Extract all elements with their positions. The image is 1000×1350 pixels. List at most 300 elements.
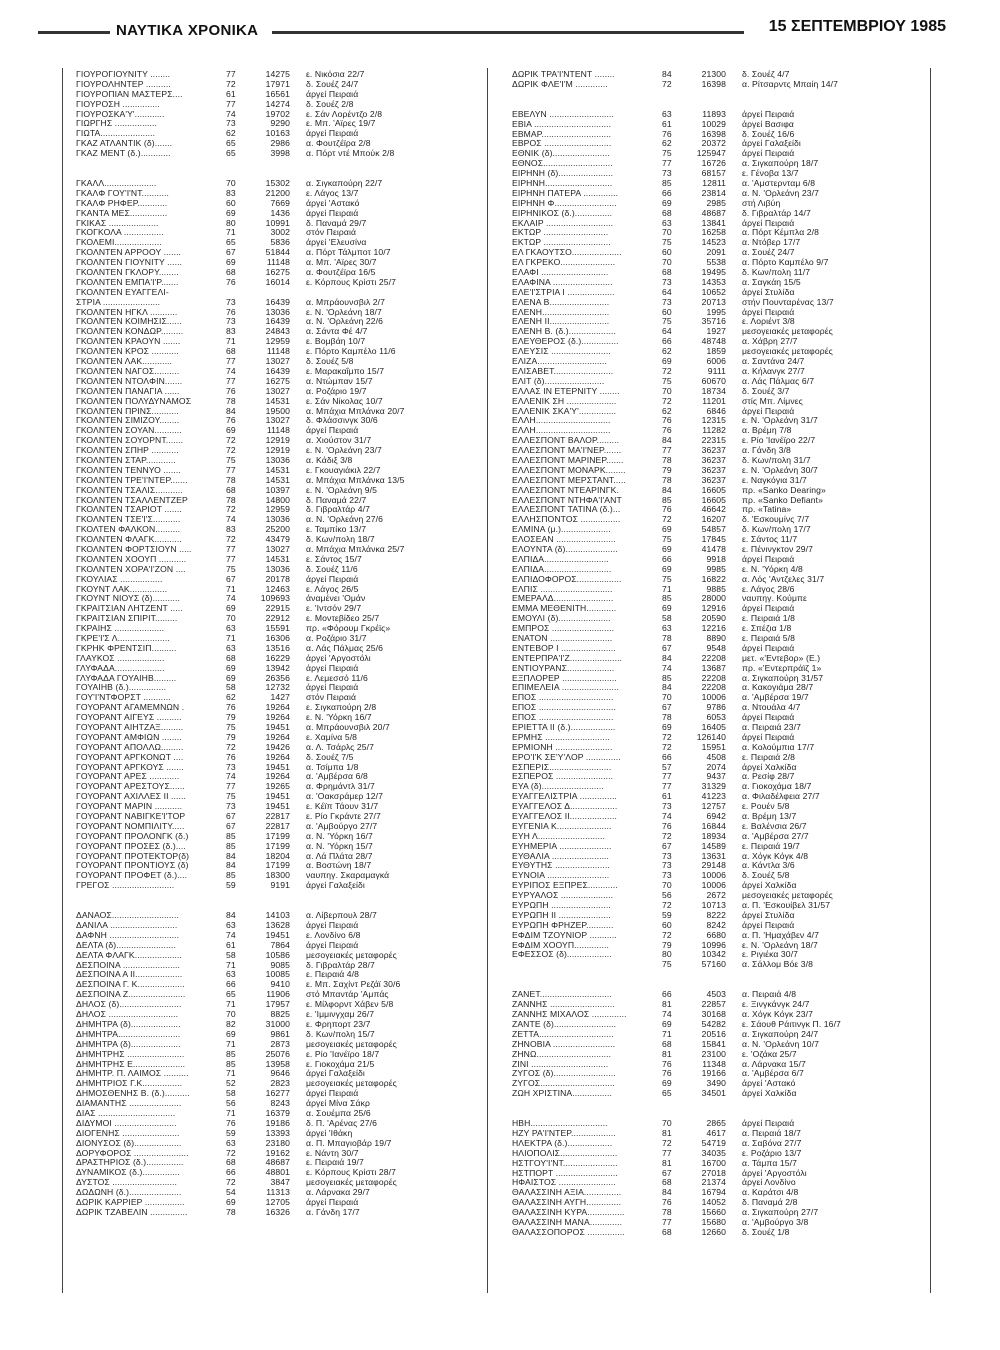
position-status: άργεί Γαλαξείδι bbox=[306, 1068, 365, 1079]
ship-name: ΓΚΑΖ ΑΤΛΑΝΤΙΚ (δ)....... bbox=[76, 138, 173, 149]
position-status: α. Ν. 'Ορλεάνη 22/6 bbox=[306, 316, 383, 327]
position-status: ε. 'Οζάκα 25/7 bbox=[742, 1048, 797, 1059]
position-status: άργεί Πειραιά bbox=[742, 603, 795, 614]
tonnage: 9861 bbox=[270, 1028, 290, 1039]
ship-name: ΕΛΟΣΕΑΝ ........................ bbox=[512, 534, 616, 545]
tonnage: 19451 bbox=[265, 929, 290, 940]
tonnage: 19426 bbox=[265, 741, 290, 752]
position-status: άργεί Πειραιά bbox=[742, 731, 795, 742]
position-status: ε. Ν. 'Ορλεάνη 23/7 bbox=[306, 445, 382, 456]
build-year: 72 bbox=[226, 78, 236, 89]
ship-entry bbox=[512, 80, 912, 90]
ship-name: ΔΡΑΣΤΗΡΙΟΣ (δ.)............... bbox=[76, 1157, 184, 1168]
build-year: 68 bbox=[662, 207, 672, 218]
tonnage: 12919 bbox=[265, 445, 290, 456]
ship-entry bbox=[512, 1089, 912, 1099]
position-status: πρ. «Sanko Defiant» bbox=[742, 494, 824, 505]
ship-name: ΔΥΣΤΟΣ .......................... bbox=[76, 1177, 178, 1188]
ship-name: ΕΙΡΗΝΗ (δ)...................... bbox=[512, 168, 614, 179]
tonnage: 22912 bbox=[265, 613, 290, 624]
ship-name: ΓΚΟΛΝΤΕΝ ΤΣΑΛΙΣ........... bbox=[76, 484, 183, 495]
ship-name: ΖΥΓΟΣ (δ)......................... bbox=[512, 1068, 616, 1079]
build-year: 60 bbox=[662, 306, 672, 317]
tonnage: 16405 bbox=[701, 722, 726, 732]
tonnage: 36237 bbox=[701, 474, 726, 485]
position-status: ε. Σάν Λορέντζο 2/8 bbox=[306, 108, 383, 119]
tonnage: 14589 bbox=[701, 840, 726, 851]
ship-name: ΓΚΟΛΝΤΕΝ ΣΠΗΡ ........... bbox=[76, 445, 179, 456]
ship-name: ΕΥΡΩΠΗ ΙΙ ..................... bbox=[512, 909, 611, 920]
ship-name: ΔΙΟΝΥΣΟΣ (δ)................... bbox=[76, 1137, 182, 1148]
position-status: α. Φουτζέϊρα 2/8 bbox=[306, 138, 371, 149]
build-year: 63 bbox=[662, 108, 672, 119]
position-status: α. Ντόβερ 17/7 bbox=[742, 237, 801, 248]
position-status: άργεί Πειραιά bbox=[306, 128, 359, 139]
build-year: 64 bbox=[662, 286, 672, 297]
ship-name: ΔΙΔΥΜΟΙ ......................... bbox=[76, 1117, 177, 1128]
position-status: ε. Νικόσια 22/7 bbox=[306, 69, 365, 79]
position-status: α. Σουέμπα 25/6 bbox=[306, 1107, 371, 1118]
build-year: 81 bbox=[662, 1157, 672, 1168]
build-year: 73 bbox=[226, 761, 236, 772]
position-status: α. Γάνδη 3/8 bbox=[742, 445, 791, 456]
ship-name: ΖΙΝΙ ............................... bbox=[512, 1058, 609, 1069]
ship-name: ΗΛΕΚΤΡΑ (δ.).................. bbox=[512, 1137, 613, 1148]
ship-name: ΓΚΟΛΝΤΕΝ ΓΙΟΥΝΙΤΥ ...... bbox=[76, 257, 183, 268]
tonnage: 21300 bbox=[701, 69, 726, 79]
build-year: 79 bbox=[662, 939, 672, 950]
ship-name: ΕΙΡΗΝΗ........................... bbox=[512, 178, 613, 189]
ship-name: ΕΒΕΛΥΝ .......................... bbox=[512, 108, 615, 119]
tonnage: 16306 bbox=[265, 632, 290, 643]
ship-name: ΕΛΠΙΔΑ.......................... bbox=[512, 553, 609, 564]
tonnage: 13631 bbox=[701, 850, 726, 861]
tonnage: 19186 bbox=[265, 1117, 290, 1128]
position-status: πρ. «Sanko Dearing» bbox=[742, 484, 826, 495]
position-status: άργεί Χαλκίδα bbox=[742, 761, 797, 772]
position-status: ε. Βαλένσια 26/7 bbox=[742, 820, 807, 831]
tonnage: 8242 bbox=[706, 919, 726, 930]
tonnage: 1859 bbox=[706, 346, 726, 357]
position-status: δ. Κων/πολη 15/7 bbox=[306, 1028, 375, 1039]
position-status: α. Ν. 'Υόρκη 15/7 bbox=[306, 840, 373, 851]
tonnage: 15841 bbox=[701, 1038, 726, 1049]
tonnage: 16844 bbox=[701, 820, 726, 831]
tonnage: 16605 bbox=[701, 484, 726, 495]
tonnage: 9985 bbox=[706, 563, 726, 574]
position-status: άργεί Πειραιά bbox=[306, 1088, 359, 1099]
position-status: δ. Κων/πολη 11/7 bbox=[742, 267, 811, 278]
ship-name: ΕΛΠΙΔΟΦΟΡΟΣ.................. bbox=[512, 573, 622, 584]
tonnage: 22208 bbox=[701, 672, 726, 683]
ship-name: ΓΚΟΛΝΤΕΝ ΓΚΛΟΡΥ........ bbox=[76, 267, 179, 278]
tonnage: 20590 bbox=[701, 613, 726, 624]
ship-name: ΘΑΛΑΣΣΙΝΗ ΑΥΓΗ.............. bbox=[512, 1197, 622, 1208]
build-year: 77 bbox=[662, 158, 672, 169]
build-year: 80 bbox=[662, 949, 672, 960]
ship-entry bbox=[76, 1208, 476, 1218]
tonnage: 16794 bbox=[701, 1187, 726, 1198]
build-year: 72 bbox=[662, 1137, 672, 1148]
ship-name: ΓΚΟΛΝΤΕΝ ΠΑΝΑΓΙΑ ...... bbox=[76, 385, 180, 396]
build-year: 73 bbox=[226, 118, 236, 129]
tonnage: 9885 bbox=[706, 583, 726, 594]
ship-name: ΓΚΡΑΙΤΣΙΑΝ ΛΗΤΖΕΝΤ ..... bbox=[76, 603, 183, 614]
tonnage: 11148 bbox=[266, 425, 290, 436]
build-year: 68 bbox=[662, 1038, 672, 1049]
tonnage: 10652 bbox=[701, 286, 726, 297]
build-year: 75 bbox=[226, 722, 236, 732]
ship-section bbox=[76, 911, 476, 1218]
tonnage: 14103 bbox=[265, 910, 290, 921]
ship-section bbox=[76, 179, 476, 891]
ship-name: ΓΚΟΛΝΤΕΝ ΣΟΥΑΝ........... bbox=[76, 425, 182, 436]
position-status: ε. Σάουθ Ράιτινγκ Π. 16/7 bbox=[742, 1018, 841, 1029]
build-year: 74 bbox=[226, 514, 236, 525]
tonnage: 17199 bbox=[265, 830, 290, 841]
tonnage: 16275 bbox=[265, 375, 290, 386]
ship-name: ΕΥΗΜΕΡΙΑ ..................... bbox=[512, 840, 612, 851]
tonnage: 3002 bbox=[270, 227, 290, 238]
tonnage: 17971 bbox=[265, 78, 290, 89]
position-status: α. Φρημάντλ 31/7 bbox=[306, 781, 375, 792]
tonnage: 16561 bbox=[265, 88, 290, 99]
ship-name: ΕΒΜΑΡ............................ bbox=[512, 128, 612, 139]
build-year: 57 bbox=[662, 761, 672, 772]
tonnage: 9786 bbox=[706, 702, 726, 713]
ship-name: ΕΥΑΓΓΕΛΟΣ Δ................... bbox=[512, 801, 618, 812]
build-year: 69 bbox=[226, 1196, 236, 1207]
build-year: 72 bbox=[662, 741, 672, 752]
tonnage: 14531 bbox=[265, 395, 290, 406]
ship-name: ΖΥΓΟΣ.............................. bbox=[512, 1078, 615, 1089]
build-year: 63 bbox=[226, 642, 236, 653]
build-year: 71 bbox=[226, 1038, 236, 1049]
position-status: στή Λιβύη bbox=[742, 197, 781, 208]
build-year: 60 bbox=[226, 197, 236, 208]
build-year: 77 bbox=[662, 771, 672, 782]
ship-name: ΕΥΡΥΑΛΟΣ ..................... bbox=[512, 890, 614, 901]
tonnage: 19162 bbox=[265, 1147, 290, 1158]
tonnage: 16439 bbox=[265, 296, 290, 307]
tonnage: 2074 bbox=[706, 761, 726, 772]
ship-name: ΓΙΟΥΡΟΛΗΝΤΕΡ .......... bbox=[76, 78, 171, 89]
tonnage: 13958 bbox=[265, 1058, 290, 1069]
tonnage: 13841 bbox=[701, 217, 726, 228]
tonnage: 48687 bbox=[265, 1157, 290, 1168]
build-year: 72 bbox=[662, 514, 672, 525]
build-year: 70 bbox=[662, 1118, 672, 1129]
tonnage: 3847 bbox=[270, 1177, 290, 1188]
position-status: δ. Σουέζ 5/8 bbox=[742, 870, 790, 881]
position-status: α. Λός 'Αντζελες 31/7 bbox=[742, 573, 825, 584]
ship-name: ΕΘΝΟΣ............................ bbox=[512, 158, 613, 169]
tonnage: 22817 bbox=[265, 820, 290, 831]
ship-name: ΕΝΤΕΒΟΡ I ...................... bbox=[512, 642, 616, 653]
position-status: α. 'Οακσράμερ 12/7 bbox=[306, 791, 383, 802]
ship-name: ΕΘΝΙΚ (δ)....................... bbox=[512, 148, 610, 159]
position-status: α. Π. 'Ημαχάβεν 4/7 bbox=[742, 929, 820, 940]
tonnage: 20178 bbox=[265, 573, 290, 584]
build-year: 61 bbox=[226, 88, 236, 99]
position-status: δ. Σουέζ 4/7 bbox=[742, 69, 790, 79]
position-status: άργεί Πειραιά bbox=[306, 1196, 359, 1207]
ship-name: ΔΗΜΗΤΡΑ......................... bbox=[76, 1028, 181, 1039]
ship-name: ΕΛΛΕΣΠΟΝΤ ΝΤΗΦΑ'Ι'ΑΝΤ bbox=[512, 494, 622, 505]
ship-name: ΓΚΟΛΝΤΕΝ ΣΤΑΡ............ bbox=[76, 454, 176, 465]
build-year: 66 bbox=[662, 187, 672, 198]
build-year: 81 bbox=[662, 999, 672, 1010]
tonnage: 16726 bbox=[701, 158, 726, 169]
ship-name: ΕΛ ΓΚΡΕΚΟ...................... bbox=[512, 257, 616, 268]
ship-name: ΔΗΜΟΣΘΕΝΗΣ Β. (δ.).......... bbox=[76, 1088, 190, 1099]
build-year: 56 bbox=[226, 1098, 236, 1109]
header-rule-left bbox=[38, 31, 110, 34]
position-status: άργεί Λονδίνο bbox=[742, 1177, 796, 1188]
position-status: στό Μπαντάρ 'Αμπάς bbox=[306, 989, 389, 1000]
position-status: α. Γιοκοχάμα 18/7 bbox=[742, 781, 812, 792]
position-status: άργεί Πειραιά bbox=[742, 217, 795, 228]
build-year: 76 bbox=[226, 751, 236, 762]
build-year: 78 bbox=[226, 474, 236, 485]
position-status: ε. Πειραιά 1/8 bbox=[742, 613, 796, 624]
ship-name: ΕΙΡΗΝΗ Φ......................... bbox=[512, 197, 617, 208]
ship-name: ΓΟΥΑΙΗΒ (δ.)............... bbox=[76, 682, 167, 693]
ship-name: ΕΦΔΙΜ ΤΖΟΥΝΙΟΡ ........... bbox=[512, 929, 617, 940]
tonnage: 20516 bbox=[701, 1028, 726, 1039]
position-status: μεσογειακές μεταφορές bbox=[306, 1177, 397, 1188]
position-status: ε. Λάγος 28/6 bbox=[742, 583, 795, 594]
position-status: ε. Λεμεσσό 11/6 bbox=[306, 672, 368, 683]
build-year: 69 bbox=[226, 662, 236, 673]
ship-name: ΓΚΟΛΝΤΕΝ ΣΟΥΟΡΝΤ....... bbox=[76, 435, 184, 446]
ship-name: ΔΑΝΙΛΑ ........................... bbox=[76, 920, 178, 931]
position-status: άργεί 'Ιθάκη bbox=[306, 1127, 353, 1138]
position-status: α. Σαντάνα 24/7 bbox=[742, 356, 805, 367]
position-status: ναυπηγ. Κούμπε bbox=[742, 593, 807, 604]
tonnage: 27018 bbox=[701, 1167, 726, 1178]
build-year: 85 bbox=[226, 830, 236, 841]
build-year: 62 bbox=[662, 138, 672, 149]
position-status: ε. Ξινγκάνγκ 24/7 bbox=[742, 999, 810, 1010]
tonnage: 13036 bbox=[265, 563, 290, 574]
position-status: α. Μπράουνσβιλ 20/7 bbox=[306, 722, 390, 732]
build-year: 69 bbox=[226, 257, 236, 268]
tonnage: 19264 bbox=[265, 712, 290, 723]
build-year: 81 bbox=[662, 1127, 672, 1138]
ship-name: ΔΩΡΙΚ ΚΑΡΡΙΕΡ ................ bbox=[76, 1196, 185, 1207]
build-year: 84 bbox=[662, 69, 672, 79]
tonnage: 13687 bbox=[701, 662, 726, 673]
tonnage: 2985 bbox=[706, 197, 726, 208]
position-status: ε. Γιοκοχάμα 21/5 bbox=[306, 1058, 375, 1069]
tonnage: 15660 bbox=[701, 1207, 726, 1218]
position-status: άργεί Πειραιά bbox=[306, 920, 359, 931]
ship-name: ΕΛΛΕΣΠΟΝΤ ΜΑΡΙΝΕΡ....... bbox=[512, 454, 624, 465]
build-year: 61 bbox=[226, 939, 236, 950]
position-status: ε. Ναγκόγια 31/7 bbox=[742, 474, 807, 485]
ship-name: ΕΡΜΙΟΝΗ ....................... bbox=[512, 741, 613, 752]
build-year: 67 bbox=[226, 811, 236, 822]
position-status: α. Σαγκάη 15/5 bbox=[742, 276, 801, 287]
tonnage: 17957 bbox=[265, 999, 290, 1010]
tonnage: 16398 bbox=[701, 128, 726, 139]
build-year: 67 bbox=[662, 702, 672, 713]
position-status: α. Χάβρη 27/7 bbox=[742, 336, 798, 347]
ship-name: ΖΩΗ ΧΡΙΣΤΙΝΑ................ bbox=[512, 1088, 613, 1099]
build-year: 74 bbox=[662, 662, 672, 673]
position-status: α. 'Αμβέρσα 19/7 bbox=[742, 692, 809, 703]
ship-name: ΕΛΛΕΣΠΟΝΤ ΒΑΛΟΡ......... bbox=[512, 435, 620, 446]
build-year: 85 bbox=[226, 1048, 236, 1059]
tonnage: 12660 bbox=[701, 1226, 726, 1237]
tonnage: 48748 bbox=[701, 336, 726, 347]
ship-name: ΓΡΕΓΟΣ ......................... bbox=[76, 880, 175, 891]
build-year: 72 bbox=[226, 504, 236, 515]
build-year: 83 bbox=[226, 524, 236, 535]
position-status: α. Μπάχια Μπλάνκα 25/7 bbox=[306, 543, 405, 554]
ship-name: ΕΞΠΛΟΡΕΡ ...................... bbox=[512, 672, 617, 683]
build-year: 59 bbox=[662, 909, 672, 920]
ship-name: ΖΗΝΟΒΙΑ ......................... bbox=[512, 1038, 616, 1049]
tonnage: 48801 bbox=[265, 1167, 290, 1178]
build-year: 63 bbox=[662, 217, 672, 228]
position-status: ε. Ριγιέκα 30/7 bbox=[742, 949, 799, 960]
tonnage: 10397 bbox=[265, 484, 290, 495]
position-status: δ. Παναμά 29/7 bbox=[306, 217, 367, 228]
ship-section bbox=[512, 990, 912, 1099]
ship-name: ΖΑΝΝΗΣ .......................... bbox=[512, 999, 615, 1010]
build-year: 66 bbox=[226, 1167, 236, 1178]
tonnage: 10085 bbox=[265, 969, 290, 980]
position-status: α. Σιγκαπούρη 22/7 bbox=[306, 178, 383, 189]
ship-name: ΕΛΛΕΝΙΚ ΣΚΑ'Υ'............... bbox=[512, 405, 617, 416]
position-status: δ. Παναμά 2/8 bbox=[742, 1197, 798, 1208]
tonnage: 1427 bbox=[270, 692, 290, 703]
position-status: δ. Γιβραλτάρ 28/7 bbox=[306, 959, 375, 970]
position-status: άργεί 'Ελευσίνα bbox=[306, 237, 367, 248]
build-year: 73 bbox=[226, 296, 236, 307]
tonnage: 9111 bbox=[707, 365, 726, 376]
ship-name: ΕΛΟΥΝΤΑ (δ)..................... bbox=[512, 543, 618, 554]
build-year: 77 bbox=[226, 356, 236, 367]
ship-entry bbox=[512, 960, 912, 970]
tonnage: 23100 bbox=[701, 1048, 726, 1059]
build-year: 59 bbox=[226, 880, 236, 891]
build-year: 66 bbox=[662, 751, 672, 762]
position-status: ε. Ν. 'Ορλεάνη 18/7 bbox=[306, 306, 382, 317]
position-status: δ. Παναμά 22/7 bbox=[306, 494, 367, 505]
tonnage: 41478 bbox=[701, 543, 726, 554]
ship-name: ΓΚΟΛΝΤΕΝ ΣΙΜΙΖΟΥ........ bbox=[76, 415, 180, 426]
build-year: 73 bbox=[662, 870, 672, 881]
ship-name: ΕΥΘΥΤΗΣ ...................... bbox=[512, 860, 610, 871]
position-status: ε. Λάγος 13/7 bbox=[306, 187, 359, 198]
ship-name: ΖΑΝΕΤ............................. bbox=[512, 989, 612, 1000]
position-status: ε. Ταμπίκο 13/7 bbox=[306, 524, 367, 535]
build-year: 68 bbox=[226, 346, 236, 357]
ship-name: ΓΚΟΛΝΤΕΝ ΧΟΡΑ'Ι'ΖΟΝ .... bbox=[76, 563, 186, 574]
tonnage: 14531 bbox=[265, 553, 290, 564]
build-year: 82 bbox=[226, 1018, 236, 1029]
ship-name: ΔΥΝΑΜΙΚΟΣ (δ.)............... bbox=[76, 1167, 180, 1178]
ship-section bbox=[76, 70, 476, 159]
ship-name: ΓΚΟΛΝΤΕΝ ΧΟΟΥΠ ........... bbox=[76, 553, 187, 564]
build-year: 85 bbox=[226, 840, 236, 851]
tonnage: 54719 bbox=[701, 1137, 726, 1148]
tonnage: 25076 bbox=[265, 1048, 290, 1059]
build-year: 68 bbox=[662, 1177, 672, 1188]
build-year: 68 bbox=[226, 1157, 236, 1168]
position-status: α. Κήλανγκ 27/7 bbox=[742, 365, 805, 376]
ship-name: ΓΟΥΟΡΑΝΤ ΠΡΟΝΤΙΟΥΣ (δ) bbox=[76, 860, 189, 871]
position-status: πρ. «Φόρουμ Γκρέϊς» bbox=[306, 623, 391, 634]
tonnage: 10342 bbox=[701, 949, 726, 960]
position-status: α. 'Αμβούργο 27/7 bbox=[306, 820, 378, 831]
ship-name: ΗΒΗ............................... bbox=[512, 1118, 608, 1129]
tonnage: 14523 bbox=[701, 237, 726, 248]
position-status: άργεί 'Αργοστόλι bbox=[306, 652, 371, 663]
ship-name: ΓΚΟΛΝΤΕΝ ΤΕΝΝΥΟ ....... bbox=[76, 464, 181, 475]
position-status: ε. Ν. 'Ορλεάνη 18/7 bbox=[742, 939, 818, 950]
position-status: άργεί Στυλίδα bbox=[742, 909, 795, 920]
build-year: 72 bbox=[226, 435, 236, 446]
tonnage: 9646 bbox=[270, 1068, 290, 1079]
ship-name: ΓΟΥΟΡΑΝΤ ΑΡΕΣΤΟΥΣ...... bbox=[76, 781, 185, 792]
build-year: 78 bbox=[226, 395, 236, 406]
ship-name: ΕΛΕΥΣΙΣ ........................ bbox=[512, 346, 611, 357]
build-year: 72 bbox=[662, 731, 672, 742]
tonnage: 14800 bbox=[265, 494, 290, 505]
position-status: ε. Σάντος 15/7 bbox=[306, 553, 362, 564]
tonnage: 14052 bbox=[701, 1197, 726, 1208]
build-year: 68 bbox=[662, 1226, 672, 1237]
tonnage: 9437 bbox=[706, 771, 726, 782]
tonnage: 16229 bbox=[265, 652, 290, 663]
ship-name: ΓΚΟΛΝΤΕΝ ΚΡΟΣ ........... bbox=[76, 346, 179, 357]
ship-name: ΕΛΠΙΔΑ........................... bbox=[512, 563, 612, 574]
build-year: 69 bbox=[662, 1018, 672, 1029]
tonnage: 12919 bbox=[265, 435, 290, 446]
build-year: 66 bbox=[662, 553, 672, 564]
build-year: 71 bbox=[226, 1068, 236, 1079]
ship-name: ΕΛΛΗ.............................. bbox=[512, 425, 611, 436]
position-status: α. Ν. 'Υόρκη 16/7 bbox=[306, 830, 373, 841]
tonnage: 1995 bbox=[706, 306, 726, 317]
ship-name: ΓΚΟΛΕΜΙ................... bbox=[76, 237, 162, 248]
tonnage: 60670 bbox=[701, 375, 726, 386]
build-year: 76 bbox=[662, 504, 672, 515]
ship-name: ΖΗΝΩ.............................. bbox=[512, 1048, 612, 1059]
ship-name: ΗΛΙΟΠΟΛΙΣ....................... bbox=[512, 1147, 618, 1158]
tonnage: 68157 bbox=[701, 168, 726, 179]
build-year: 63 bbox=[226, 969, 236, 980]
ship-name: ΕΒΙΑ ............................... bbox=[512, 118, 612, 129]
position-status: α. Ν. 'Ορλεάνη 23/7 bbox=[742, 187, 819, 198]
position-status: στίς Μπ. Λίμνες bbox=[742, 395, 803, 406]
position-status: α. 'Αμβούργο 3/8 bbox=[742, 1216, 809, 1227]
ship-name: ΕΙΡΗΝΗ ΠΑΤΕΡΑ .............. bbox=[512, 187, 619, 198]
build-year: 77 bbox=[226, 781, 236, 792]
ship-name: ΕΙΡΗΝΙΚΟΣ (δ.)............... bbox=[512, 207, 613, 218]
tonnage: 18934 bbox=[701, 830, 726, 841]
position-status: μεσογειακές μεταφορές bbox=[306, 1038, 397, 1049]
build-year: 84 bbox=[226, 850, 236, 861]
position-status: δ. Σουέζ 2/8 bbox=[306, 98, 354, 109]
build-year: 74 bbox=[662, 811, 672, 822]
ship-name: ΕΣΠΕΡΟΣ ....................... bbox=[512, 771, 614, 782]
ship-name: ΓΚΡΗΚ ΦΡΕΝΤΣΙΠ.......... bbox=[76, 642, 177, 653]
